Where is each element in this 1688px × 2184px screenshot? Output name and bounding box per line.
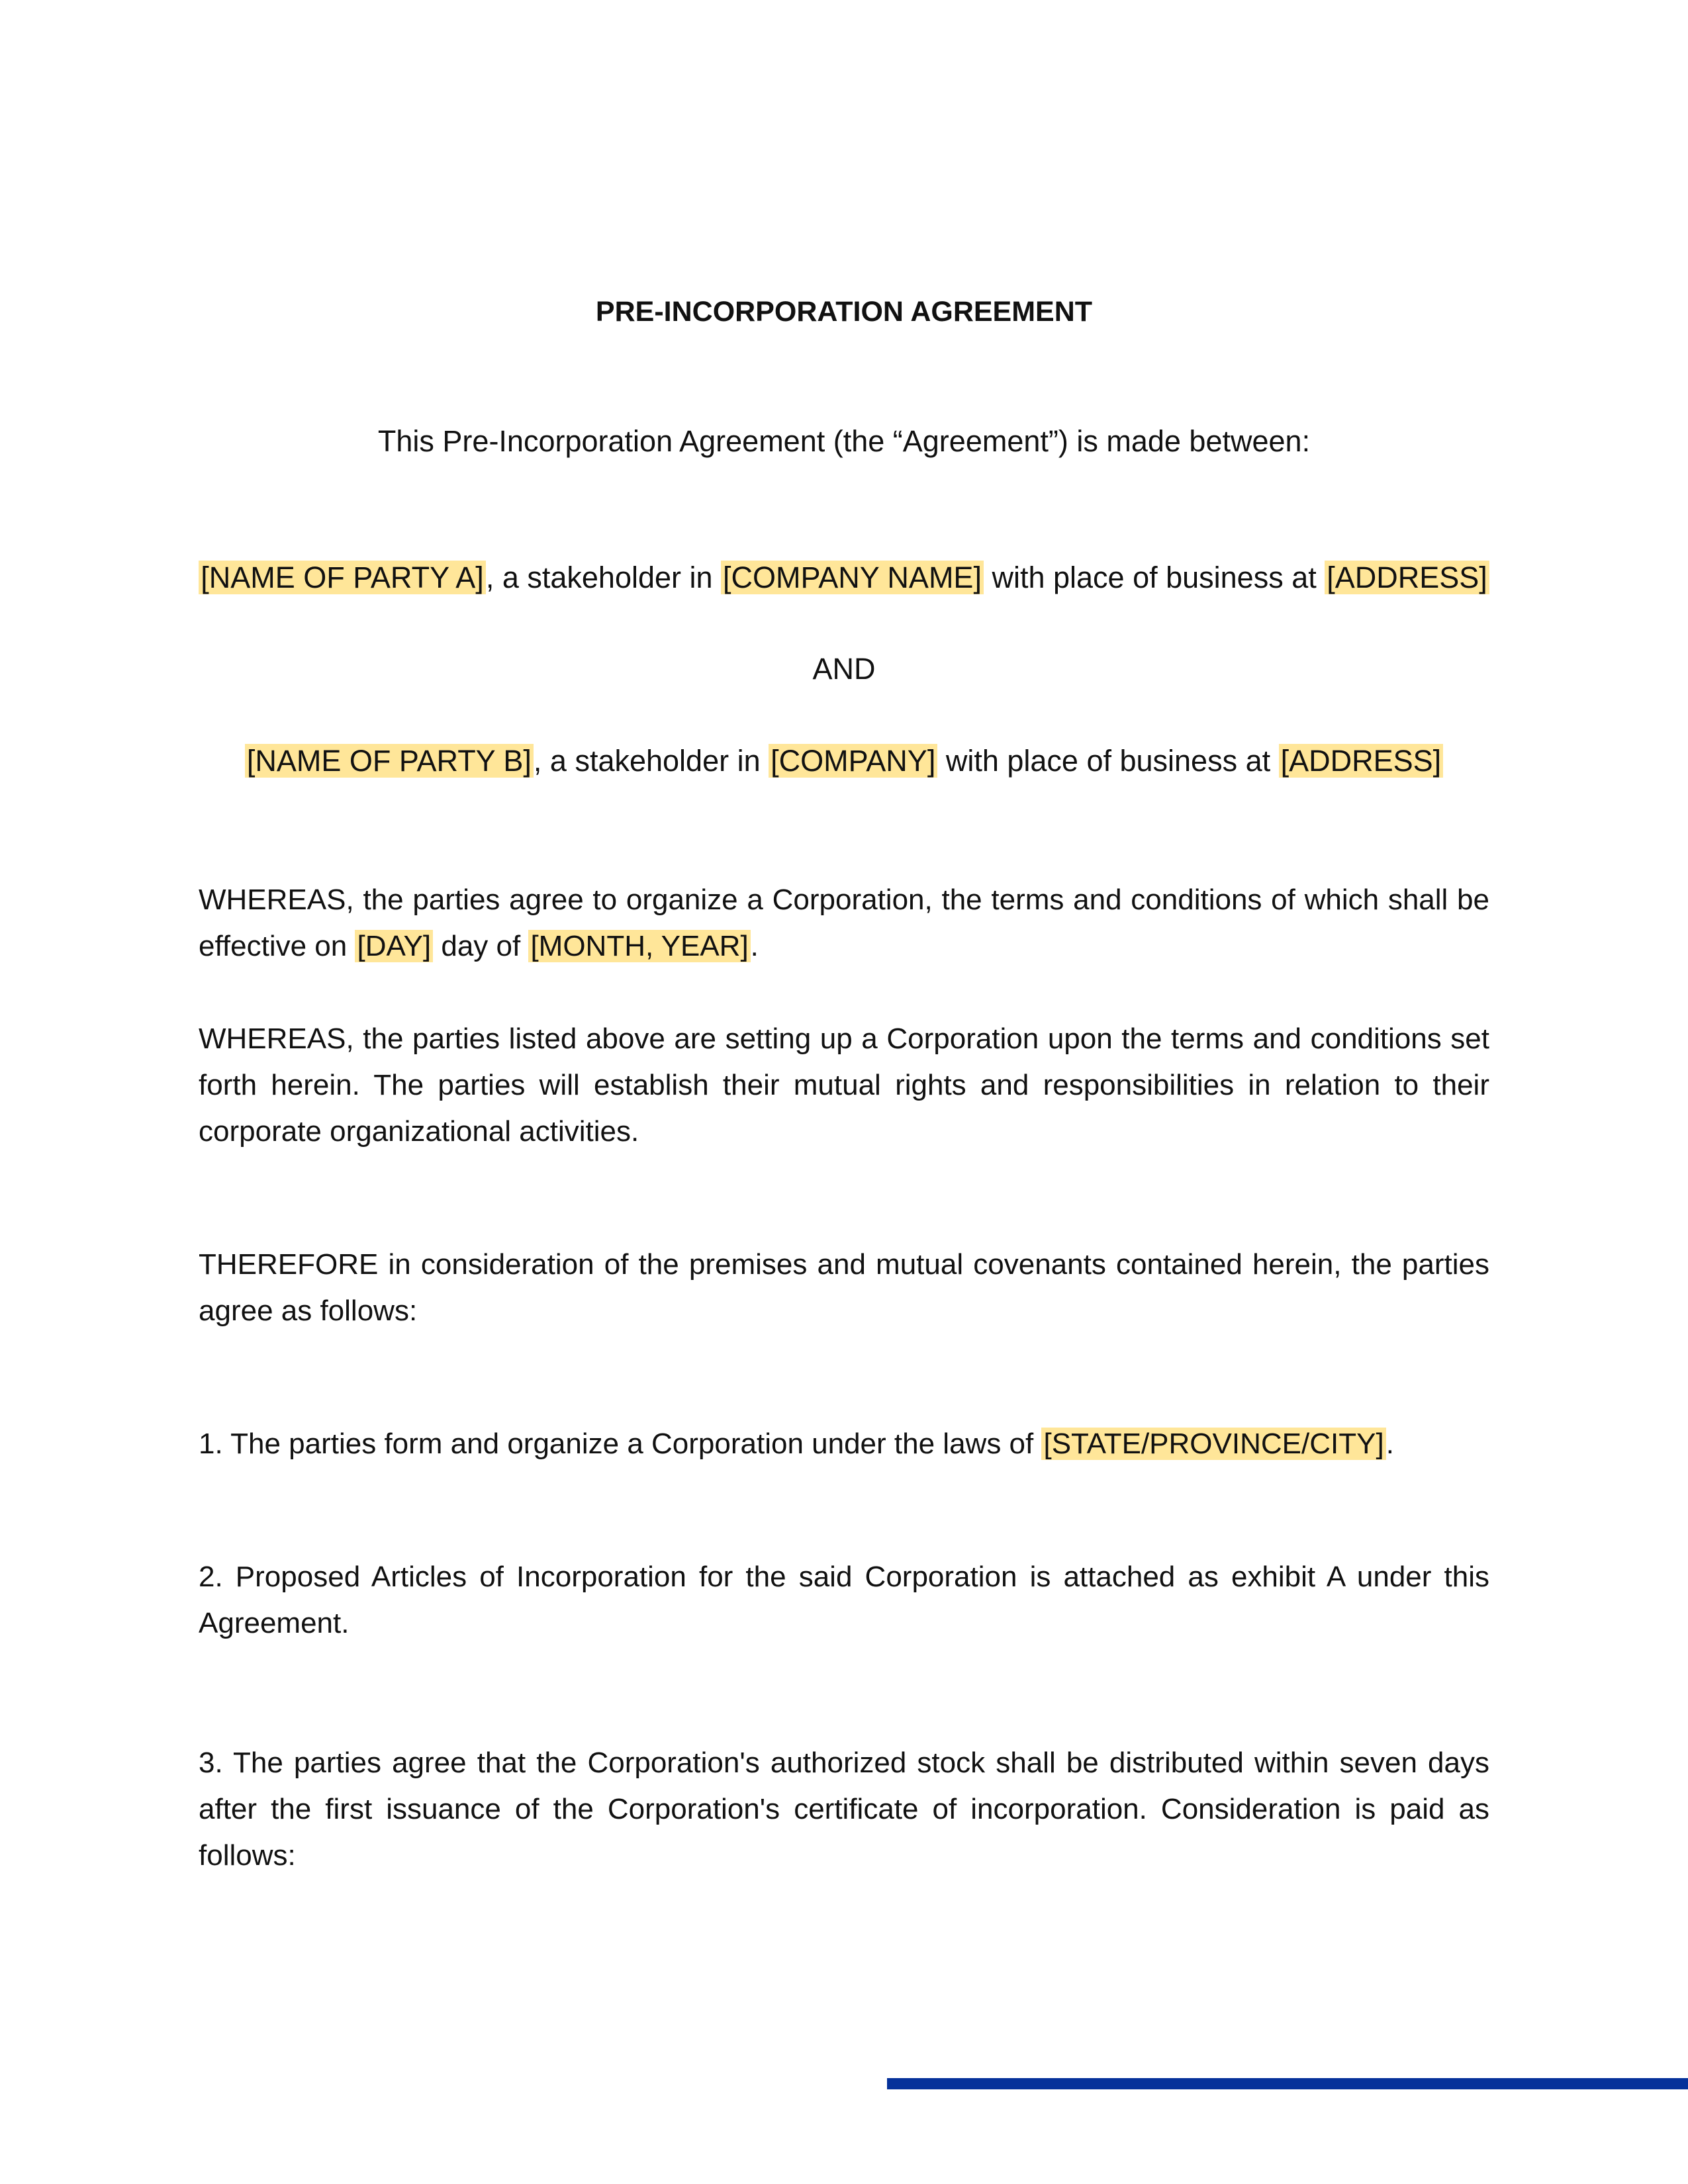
month-year-placeholder: [MONTH, YEAR] (528, 930, 750, 962)
party-a-line (199, 555, 1489, 601)
whereas-1-text: WHEREAS, the parties agree to organize a Corporation, the terms and conditions of which shall be effective on (199, 884, 1489, 962)
whereas-setup-paragraph: WHEREAS, the parties listed above are setting up a Corporation upon the terms and conditions set forth herein. The parties will establish their mutual rights and responsibilities in relation to their corporate organizational activities. (199, 1023, 1489, 1148)
state-province-city-placeholder: [STATE/PROVINCE/CITY] (1041, 1428, 1385, 1460)
document-title: PRE-INCORPORATION AGREEMENT (595, 296, 1093, 328)
whereas-effective-date-paragraph (199, 877, 1489, 970)
intro-line: This Pre-Incorporation Agreement (the “Agreement”) is made between: (377, 424, 1311, 458)
whereas-1-text-3: . (750, 930, 759, 962)
whereas-1-text-2: day of (433, 930, 529, 962)
party-b-name-placeholder: [NAME OF PARTY B] (245, 744, 534, 778)
party-b-company-placeholder: [COMPANY] (769, 744, 937, 778)
clause-1-text: 1. The parties form and organize a Corporation under the laws of (199, 1428, 1042, 1460)
clause-3-paragraph: 3. The parties agree that the Corporation's authorized stock shall be distributed within seven days after the first issuance of the Corporation's certificate of incorporation. Consideration is paid as follows: (199, 1747, 1489, 1872)
party-a-name-placeholder: [NAME OF PARTY A] (199, 561, 486, 594)
footer-accent-bar (887, 2078, 1688, 2089)
party-a-company-placeholder: [COMPANY NAME] (721, 561, 984, 594)
party-b-text: , a stakeholder in (533, 744, 769, 778)
therefore-paragraph: THEREFORE in consideration of the premises and mutual covenants contained herein, the parties agree as follows: (199, 1248, 1489, 1327)
clause-1-paragraph (199, 1421, 1489, 1467)
day-placeholder: [DAY] (355, 930, 433, 962)
clause-2-paragraph: 2. Proposed Articles of Incorporation for the said Corporation is attached as exhibit A under this Agreement. (199, 1561, 1489, 1639)
clause-1-text-2: . (1385, 1428, 1394, 1460)
party-a-address-placeholder: [ADDRESS] (1325, 561, 1489, 594)
and-separator: AND (812, 652, 876, 686)
party-a-text: , a stakeholder in (485, 561, 722, 594)
party-a-text-2: with place of business at (983, 561, 1325, 594)
party-b-line (199, 738, 1489, 784)
party-b-address-placeholder: [ADDRESS] (1279, 744, 1444, 778)
party-b-text-2: with place of business at (937, 744, 1279, 778)
